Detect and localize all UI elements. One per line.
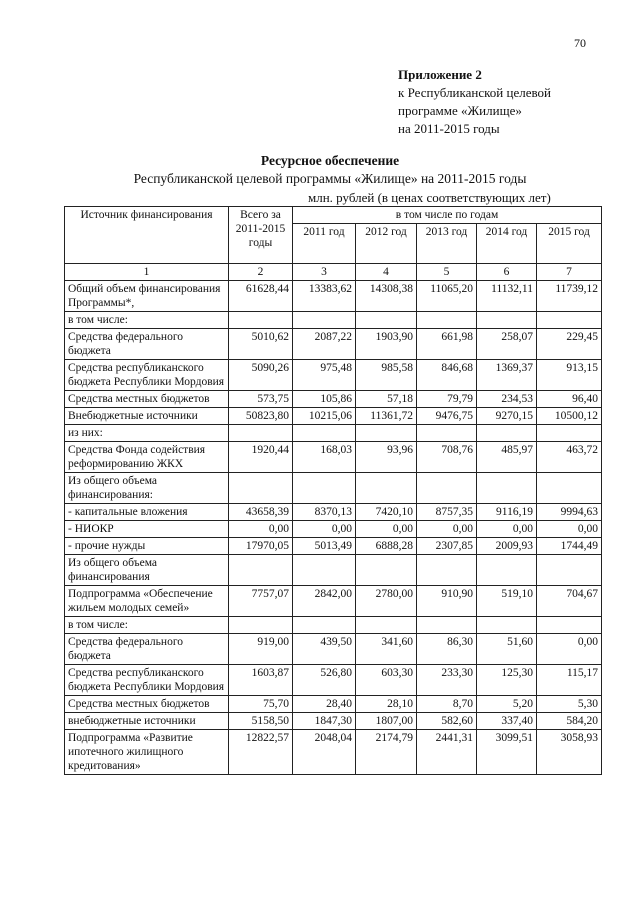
row-value: 9994,63	[537, 504, 602, 521]
appendix-line: программе «Жилище»	[398, 103, 522, 118]
row-label: Средства республиканского бюджета Республики Мордовия	[65, 360, 229, 391]
row-value	[356, 555, 417, 586]
row-value	[356, 617, 417, 634]
header-total: Всего за 2011-2015 годы	[229, 207, 293, 264]
table-row	[65, 538, 602, 555]
table-row	[65, 634, 602, 665]
row-label: Средства Фонда содействия реформированию ЖКХ	[65, 442, 229, 473]
table-row	[65, 730, 602, 775]
row-value: 2087,22	[293, 329, 356, 360]
row-value: 6888,28	[356, 538, 417, 555]
row-value: 2780,00	[356, 586, 417, 617]
row-value: 229,45	[537, 329, 602, 360]
row-value: 2048,04	[293, 730, 356, 775]
row-value: 1847,30	[293, 713, 356, 730]
row-label: - НИОКР	[65, 521, 229, 538]
row-value	[417, 473, 477, 504]
row-value: 341,60	[356, 634, 417, 665]
row-label: Средства федерального бюджета	[65, 634, 229, 665]
row-value: 975,48	[293, 360, 356, 391]
row-value	[417, 425, 477, 442]
row-value: 9270,15	[477, 408, 537, 425]
row-value: 258,07	[477, 329, 537, 360]
row-value: 708,76	[417, 442, 477, 473]
row-value	[477, 473, 537, 504]
row-value: 0,00	[356, 521, 417, 538]
row-value: 14308,38	[356, 281, 417, 312]
table-row	[65, 521, 602, 538]
table-row	[65, 696, 602, 713]
row-value: 1920,44	[229, 442, 293, 473]
row-value: 105,86	[293, 391, 356, 408]
row-value: 1807,00	[356, 713, 417, 730]
row-value	[477, 425, 537, 442]
row-value: 233,30	[417, 665, 477, 696]
document-title: Ресурсное обеспечение	[260, 153, 400, 168]
table-row	[65, 713, 602, 730]
row-value	[293, 425, 356, 442]
column-number: 5	[417, 264, 477, 281]
row-value: 913,15	[537, 360, 602, 391]
row-label: Общий объем финансирования Программы*,	[65, 281, 229, 312]
row-value: 86,30	[417, 634, 477, 665]
table-row	[65, 586, 602, 617]
row-value: 910,90	[417, 586, 477, 617]
row-value: 51,60	[477, 634, 537, 665]
row-value	[417, 617, 477, 634]
row-value	[537, 555, 602, 586]
column-number: 4	[356, 264, 417, 281]
row-value: 463,72	[537, 442, 602, 473]
row-value: 10500,12	[537, 408, 602, 425]
row-value: 1603,87	[229, 665, 293, 696]
row-value: 5,30	[537, 696, 602, 713]
row-value: 3099,51	[477, 730, 537, 775]
row-value: 1744,49	[537, 538, 602, 555]
row-value: 519,10	[477, 586, 537, 617]
row-value: 0,00	[477, 521, 537, 538]
row-value	[417, 555, 477, 586]
row-value: 0,00	[417, 521, 477, 538]
column-number-row	[65, 264, 602, 281]
units-note: млн. рублей (в ценах соответствующих лет)	[308, 190, 551, 205]
row-value: 79,79	[417, 391, 477, 408]
row-value	[537, 312, 602, 329]
appendix-block	[398, 66, 551, 138]
table-row	[65, 665, 602, 696]
header-year: 2013 год	[417, 224, 477, 264]
appendix-heading: Приложение 2	[398, 67, 482, 82]
column-number: 3	[293, 264, 356, 281]
row-value: 584,20	[537, 713, 602, 730]
table-row	[65, 281, 602, 312]
row-label: Подпрограмма «Развитие ипотечного жилищного кредитования»	[65, 730, 229, 775]
row-value: 5013,49	[293, 538, 356, 555]
header-year: 2011 год	[293, 224, 356, 264]
row-label: Подпрограмма «Обеспечение жильем молодых семей»	[65, 586, 229, 617]
table-row	[65, 617, 602, 634]
row-value: 337,40	[477, 713, 537, 730]
row-value	[537, 617, 602, 634]
row-value: 9116,19	[477, 504, 537, 521]
row-value: 9476,75	[417, 408, 477, 425]
table-row	[65, 555, 602, 586]
row-value	[229, 617, 293, 634]
appendix-line: на 2011-2015 годы	[398, 121, 500, 136]
row-value: 582,60	[417, 713, 477, 730]
row-label: в том числе:	[65, 617, 229, 634]
table-row	[65, 442, 602, 473]
row-value: 485,97	[477, 442, 537, 473]
resource-table	[64, 206, 602, 775]
row-value	[477, 617, 537, 634]
page-number: 70	[574, 36, 586, 50]
row-value	[293, 312, 356, 329]
row-value: 168,03	[293, 442, 356, 473]
row-value: 28,10	[356, 696, 417, 713]
row-value: 13383,62	[293, 281, 356, 312]
row-value	[293, 473, 356, 504]
row-value	[229, 312, 293, 329]
row-value	[417, 312, 477, 329]
column-number: 2	[229, 264, 293, 281]
row-value: 7757,07	[229, 586, 293, 617]
row-label: - капитальные вложения	[65, 504, 229, 521]
table-row	[65, 408, 602, 425]
appendix-line: к Республиканской целевой	[398, 85, 551, 100]
row-value: 11132,11	[477, 281, 537, 312]
document-subtitle: Республиканской целевой программы «Жилище» на 2011-2015 годы	[133, 171, 527, 186]
row-value: 5,20	[477, 696, 537, 713]
table-row	[65, 425, 602, 442]
row-value	[537, 425, 602, 442]
column-number: 7	[537, 264, 602, 281]
row-value: 28,40	[293, 696, 356, 713]
row-value: 93,96	[356, 442, 417, 473]
column-number: 6	[477, 264, 537, 281]
row-value: 661,98	[417, 329, 477, 360]
row-value	[229, 425, 293, 442]
table-row	[65, 329, 602, 360]
row-value: 5090,26	[229, 360, 293, 391]
row-value	[293, 555, 356, 586]
row-value: 5158,50	[229, 713, 293, 730]
row-value: 2009,93	[477, 538, 537, 555]
row-value: 603,30	[356, 665, 417, 696]
header-year: 2012 год	[356, 224, 417, 264]
row-label: из них:	[65, 425, 229, 442]
table-row	[65, 360, 602, 391]
row-value: 439,50	[293, 634, 356, 665]
row-value: 0,00	[293, 521, 356, 538]
row-value: 234,53	[477, 391, 537, 408]
table-row	[65, 312, 602, 329]
row-value: 1369,37	[477, 360, 537, 391]
row-value: 125,30	[477, 665, 537, 696]
row-value: 11065,20	[417, 281, 477, 312]
row-label: внебюджетные источники	[65, 713, 229, 730]
row-value: 5010,62	[229, 329, 293, 360]
row-label: Из общего объема финансирования:	[65, 473, 229, 504]
row-value: 0,00	[229, 521, 293, 538]
row-label: в том числе:	[65, 312, 229, 329]
row-value	[356, 425, 417, 442]
row-value	[293, 617, 356, 634]
row-value: 3058,93	[537, 730, 602, 775]
row-value: 11739,12	[537, 281, 602, 312]
row-value: 10215,06	[293, 408, 356, 425]
row-value: 846,68	[417, 360, 477, 391]
row-value: 2307,85	[417, 538, 477, 555]
row-value	[477, 312, 537, 329]
table-row	[65, 391, 602, 408]
header-by-year: в том числе по годам	[293, 207, 602, 224]
row-value: 11361,72	[356, 408, 417, 425]
row-value: 43658,39	[229, 504, 293, 521]
row-value: 61628,44	[229, 281, 293, 312]
row-value: 75,70	[229, 696, 293, 713]
table-row	[65, 504, 602, 521]
row-value: 2441,31	[417, 730, 477, 775]
row-value	[477, 555, 537, 586]
row-value: 17970,05	[229, 538, 293, 555]
row-value: 573,75	[229, 391, 293, 408]
row-value: 50823,80	[229, 408, 293, 425]
header-year: 2015 год	[537, 224, 602, 264]
row-label: Средства местных бюджетов	[65, 391, 229, 408]
row-value	[356, 312, 417, 329]
row-value: 2842,00	[293, 586, 356, 617]
row-value: 1903,90	[356, 329, 417, 360]
row-value: 0,00	[537, 521, 602, 538]
row-value: 57,18	[356, 391, 417, 408]
row-value: 115,17	[537, 665, 602, 696]
row-value: 985,58	[356, 360, 417, 391]
row-label: Внебюджетные источники	[65, 408, 229, 425]
row-value: 8757,35	[417, 504, 477, 521]
row-value	[229, 473, 293, 504]
row-value: 12822,57	[229, 730, 293, 775]
row-label: - прочие нужды	[65, 538, 229, 555]
row-label: Средства федерального бюджета	[65, 329, 229, 360]
header-year: 2014 год	[477, 224, 537, 264]
row-value: 7420,10	[356, 504, 417, 521]
row-value: 8,70	[417, 696, 477, 713]
row-value: 704,67	[537, 586, 602, 617]
row-value	[356, 473, 417, 504]
row-value: 8370,13	[293, 504, 356, 521]
row-label: Средства местных бюджетов	[65, 696, 229, 713]
row-value: 2174,79	[356, 730, 417, 775]
row-value: 919,00	[229, 634, 293, 665]
row-value: 96,40	[537, 391, 602, 408]
row-label: Средства республиканского бюджета Республики Мордовия	[65, 665, 229, 696]
row-label: Из общего объема финансирования	[65, 555, 229, 586]
header-row	[65, 207, 602, 224]
row-value	[537, 473, 602, 504]
row-value: 0,00	[537, 634, 602, 665]
row-value	[229, 555, 293, 586]
table-row	[65, 473, 602, 504]
column-number: 1	[65, 264, 229, 281]
row-value: 526,80	[293, 665, 356, 696]
header-source: Источник финансирования	[65, 207, 229, 264]
